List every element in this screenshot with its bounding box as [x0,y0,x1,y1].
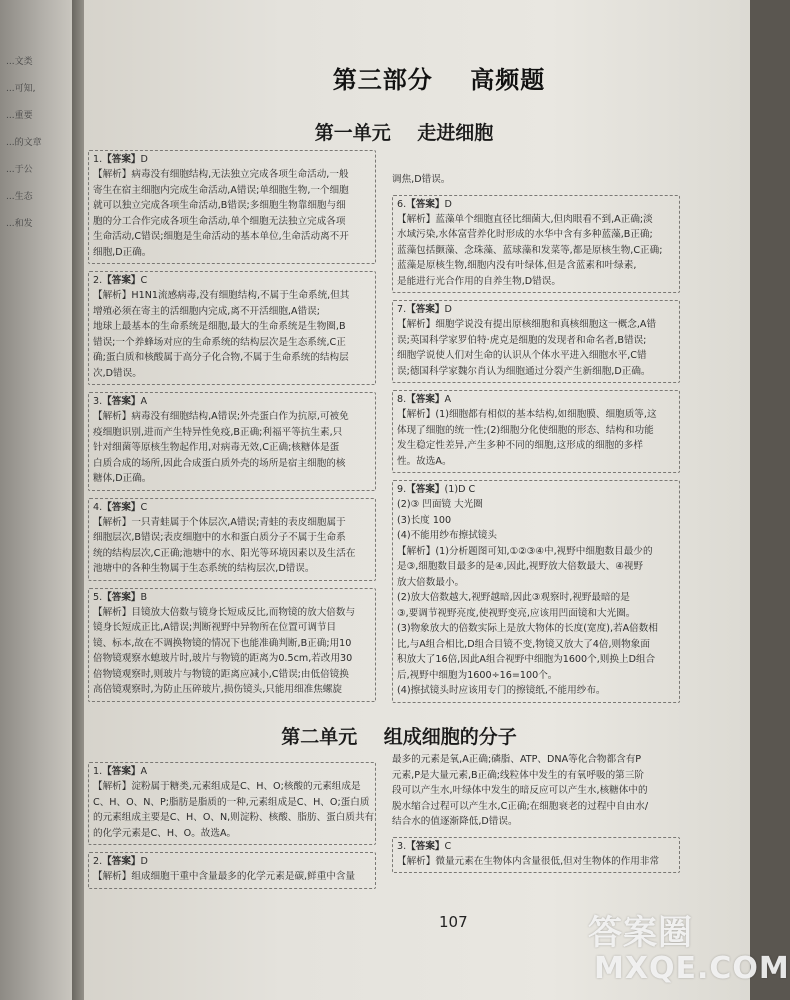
explanation-line: 疫细胞识别,进而产生特异性免疫,B正确;利福平等抗生素,只 [93,426,343,438]
explanation-line: 蓝藻是原核生物,细胞内没有叶绿体,但是含蓝素和叶绿素, [397,260,637,271]
answer-tag: 【答案】 [102,501,141,513]
answer-head [93,394,371,409]
right-page [84,0,750,1000]
question-number: 5. [93,591,103,603]
question-number: 1. [93,766,103,777]
answer-tag: 【答案】 [102,856,141,867]
explanation-line: C、H、O、N、P;脂肪是脂质的一种,元素组成是C、H、O;蛋白质 [93,796,370,808]
explanation-line: 调焦,D错误。 [392,174,451,185]
explanation-line: (3)物象放大的倍数实际上是放大物体的长度(宽度),若A倍数相 [397,623,658,634]
explanation-line: 水域污染,水体富营养化时形成的水华中含有多种蓝藻,B正确; [397,229,653,240]
answer-block [88,271,376,385]
explanation-line: 脱水缩合过程可以产生水,C正确;在细胞衰老的过程中自由水/ [392,800,649,812]
explanation-line: 镜、标本,故在不调换物镜的情况下也能准确判断,B正确;用10 [93,637,352,649]
answer-value: (1)D C [444,484,476,495]
answer-tag: 【答案】 [102,591,141,603]
explanation-line: 体现了细胞的统一性;(2)细胞分化使细胞的形态、结构和功能 [397,424,654,436]
answer-value: D [140,154,148,165]
unit2-left-column [88,762,376,896]
answer-block [392,480,680,703]
answer-value: A [140,396,148,407]
explanation-line: 元素,P是大量元素,B正确;线粒体中发生的有氧呼吸的第三阶 [392,769,644,781]
answer-value: B [140,591,148,603]
watermark-logo-text: 答案圈 [588,913,693,953]
answer-tag: 【答案】 [102,766,141,777]
explanation-line: 生命活动,C错误;细胞是生命活动的基本单位,生命活动离不开 [93,231,349,242]
answer-value: C [140,501,148,513]
answer-tag: 【答案】 [406,840,445,852]
answer-head [397,482,675,497]
left-page-fragment: ...于公 [6,165,33,175]
explanation-line: 增殖必须在寄主的活细胞内完成,离不开活细胞,A错误; [93,305,320,317]
explanation-line: 比,与A组合相比,D组合目镜不变,物镜又放大了4倍,则物象面 [397,638,650,650]
answer-head [93,152,371,167]
page-number: 107 [439,913,468,931]
explanation-line: 【解析】一只青蛙属于个体层次,A错误;青蛙的表皮细胞属于 [93,516,346,528]
explanation-line: 细胞,D正确。 [93,246,152,258]
answer-value: C [140,275,148,286]
explanation-line: 后,视野中细胞为1600÷16=100个。 [397,669,558,681]
question-number: 6. [397,198,407,210]
explanation-line: 【解析】(1)分析题图可知,①②③④中,视野中细胞数目最少的 [397,545,653,557]
explanation-line: 倍物镜观察时,则玻片与物镜的距离应减小,C错误;由低倍镜换 [93,668,349,680]
answer-value: D [444,304,452,315]
answer-tag: 【答案】 [102,154,141,165]
answer-tag: 【答案】 [406,198,445,210]
explanation-line: 错误;一个养蜂场对应的生命系统的结构层次是生态系统,C正 [93,336,346,348]
answer-block [392,752,680,830]
unit2-right-column [392,752,680,880]
left-page-fragment: ...的文章 [6,138,42,148]
explanation-line: (4)擦拭镜头时应该用专门的擦镜纸,不能用纱布。 [397,685,606,696]
explanation-line: 就可以独立完成各项生命活动,B错误;多细胞生物靠细胞与细 [93,200,346,211]
left-page-fragment: ...和发 [6,219,33,229]
explanation-line: (4)不能用纱布擦拭镜头 [397,530,497,541]
question-number: 4. [93,501,103,513]
explanation-line: 是能进行光合作用的自养生物,D错误。 [397,275,561,287]
part-title: 第三部分 高频题 [332,65,546,94]
answer-block [392,300,680,383]
explanation-line: 【解析】组成细胞干重中含量最多的化学元素是碳,鲜重中含量 [93,871,356,882]
explanation-line: 【解析】细胞学说没有提出原核细胞和真核细胞这一概念,A错 [397,319,657,330]
answer-head [93,590,371,605]
explanation-line: 【解析】(1)细胞都有相似的基本结构,如细胞膜、细胞质等,这 [397,409,657,420]
answer-tag: 【答案】 [406,304,445,315]
answer-head [397,197,675,212]
watermark-logo [584,905,790,1000]
answer-block [88,498,376,581]
explanation-line: 的化学元素是C、H、O。故选A。 [93,827,237,839]
answer-head [93,764,371,779]
answer-head [397,302,675,317]
explanation-line: 【解析】目镜放大倍数与镜身长短成反比,而物镜的放大倍数与 [93,606,356,618]
explanation-line: 细胞学说使人们对生命的认识从个体水平进入细胞水平,C错 [397,350,647,361]
answer-head [397,392,675,407]
explanation-line: 倍物镜观察水螅玻片时,玻片与物镜的距离为0.5cm,若改用30 [93,653,353,664]
explanation-line: 寄生在宿主细胞内完成生命活动,A错误;单细胞生物,一个细胞 [93,184,349,196]
explanation-line: 确;蛋白质和核酸属于高分子化合物,不属于生命系统的结构层 [93,352,349,363]
answer-head [397,839,675,854]
answer-tag: 【答案】 [102,275,141,286]
answer-block [392,390,680,473]
explanation-line: 是③,细胞数目最多的是④,因此,视野放大倍数最大、④视野 [397,561,644,572]
explanation-line: 的元素组成主要是C、H、O、N,则淀粉、核酸、脂肪、蛋白质共有 [93,812,375,823]
left-page [0,0,72,1000]
explanation-line: 地球上最基本的生命系统是细胞,最大的生命系统是生物圈,B [93,321,346,332]
explanation-line: 发生稳定性差异,产生多种不同的细胞,这形成的细胞的多样 [397,440,643,451]
question-number: 2. [93,856,103,867]
explanation-line: 【解析】蓝藻单个细胞直径比细菌大,但肉眼看不到,A正确;淡 [397,213,653,225]
unit2-title: 第二单元 组成细胞的分子 [281,726,517,748]
answer-value: A [444,394,452,405]
answer-block [88,852,376,889]
answer-block [88,150,376,264]
explanation-line: 段可以产生水,叶绿体中发生的暗反应可以产生水,核糖体中的 [392,785,648,796]
unit1-right-column [392,172,680,710]
explanation-line: 白质合成的场所,因此合成蛋白质外壳的场所是宿主细胞的核 [93,457,346,469]
explanation-line: 【解析】微量元素在生物体内含量很低,但对生物体的作用非常 [397,855,660,867]
left-page-fragment: ...文类 [6,57,33,67]
answer-block [392,837,680,874]
question-number: 7. [397,304,407,315]
answer-block [88,392,376,491]
explanation-line: 高倍镜观察时,为防止压碎玻片,损伤镜头,只能用细准焦螺旋 [93,684,342,695]
question-number: 1. [93,154,103,165]
explanation-line: 误;德国科学家魏尔肖认为细胞通过分裂产生新细胞,D正确。 [397,365,651,377]
explanation-line: (2)③ 凹面镜 大光圈 [397,499,483,510]
unit1-left-column [88,150,376,709]
left-page-fragment: ...重要 [6,111,33,121]
answer-head [93,273,371,288]
left-page-fragment: ...可知, [6,84,36,94]
answer-block [88,762,376,845]
question-number: 2. [93,275,103,286]
explanation-line: 性。故选A。 [397,455,452,467]
explanation-line: 胞的分工合作完成各项生命活动,单个细胞无法独立完成各项 [93,215,346,227]
answer-head [93,500,371,515]
question-number: 8. [397,394,407,405]
explanation-line: 次,D错误。 [93,367,142,379]
answer-block [88,588,376,702]
explanation-line: 放大倍数最小。 [397,576,465,588]
question-number: 3. [397,840,407,852]
answer-block [392,195,680,294]
explanation-line: 最多的元素是氧,A正确;磷脂、ATP、DNA等化合物都含有P [392,754,642,765]
left-page-fragment: ...生态 [6,192,33,202]
unit1-title: 第一单元 走进细胞 [314,122,494,144]
answer-block [392,172,680,188]
answer-tag: 【答案】 [406,484,445,495]
explanation-line: 积放大了16倍,因此A组合视野中细胞为1600个,则换上D组合 [397,654,656,665]
explanation-line: 针对细菌等原核生物起作用,对病毒无效,C正确;核糖体是蛋 [93,442,340,453]
explanation-line: 池塘中的各种生物属于生态系统的结构层次,D错误。 [93,563,315,574]
explanation-line: 【解析】病毒没有细胞结构,无法独立完成各项生命活动,一般 [93,169,349,180]
explanation-line: ③,要调节视野亮度,使视野变亮,应该用凹面镜和大光圈。 [397,607,636,619]
explanation-line: 【解析】H1N1流感病毒,没有细胞结构,不属于生命系统,但其 [93,290,350,301]
question-number: 3. [93,396,103,407]
explanation-line: (2)放大倍数越大,视野越暗,因此③观察时,视野最暗的是 [397,592,630,603]
explanation-line: 【解析】病毒没有细胞结构,A错误;外壳蛋白作为抗原,可被免 [93,411,349,422]
explanation-line: 统的结构层次,C正确;池塘中的水、阳光等环境因素以及生活在 [93,547,356,559]
watermark-url: MXQE.COM [594,951,790,986]
answer-value: D [444,198,452,210]
explanation-line: 【解析】淀粉属于糖类,元素组成是C、H、O;核酸的元素组成是 [93,781,361,792]
answer-value: C [444,840,452,852]
explanation-line: 结合水的值逐渐降低,D错误。 [392,816,518,827]
question-number: 9. [397,484,407,495]
answer-head [93,854,371,869]
answer-value: D [140,856,148,867]
explanation-line: 误;英国科学家罗伯特·虎克是细胞的发现者和命名者,B错误; [397,334,647,346]
explanation-line: (3)长度 100 [397,514,452,526]
explanation-line: 镜身长短成正比,A错误;判断视野中异物所在位置可调节目 [93,622,337,633]
explanation-line: 糖体,D正确。 [93,473,152,484]
answer-tag: 【答案】 [102,396,141,407]
answer-tag: 【答案】 [406,394,445,405]
explanation-line: 细胞层次,B错误;表皮细胞中的水和蛋白质分子不属于生命系 [93,532,346,543]
answer-value: A [140,766,148,777]
explanation-line: 蓝藻包括颤藻、念珠藻、蓝球藻和发菜等,都是原核生物,C正确; [397,244,663,256]
